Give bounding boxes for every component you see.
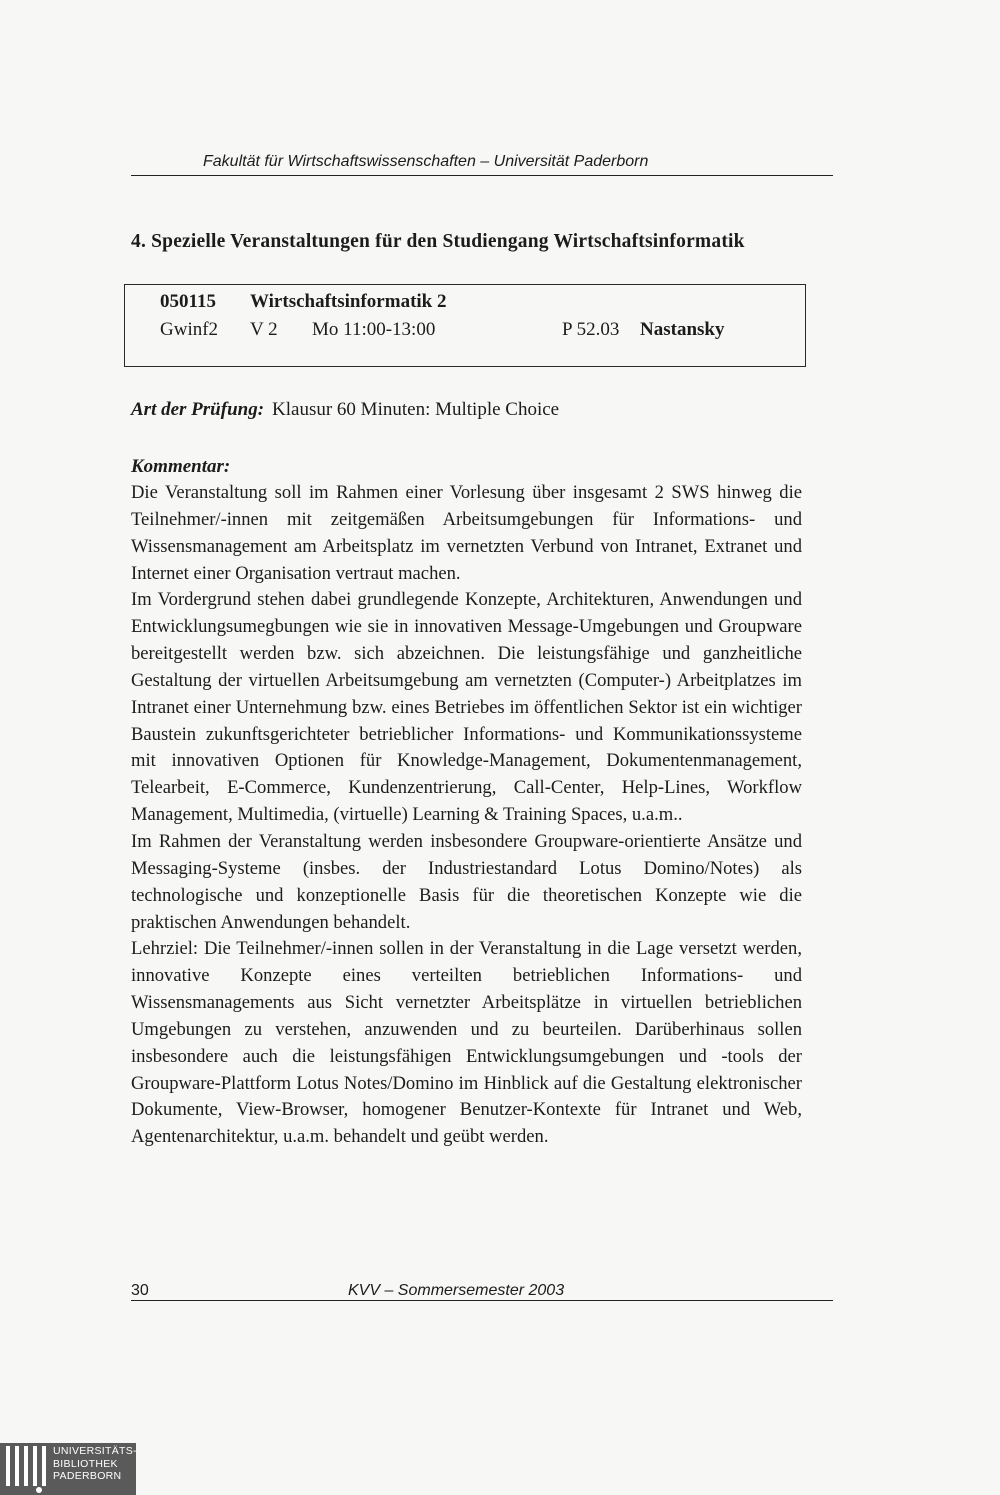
comment-paragraph: Im Vordergrund stehen dabei grundlegende Konzepte, Architekturen, Anwendungen und Entwicklungsumegbungen wie sie in innovativen Message-Umgebungen und Groupware bereitgestellt werden bzw. sich abzeichnen. Die leistungsfähige und ganzheitliche Gestaltung der virtuellen Arbeitsumgebung am vernetzten (Computer-) Arbeitplatzes im Intranet einer Unternehmung bzw. eines Betriebes im öffentlichen Sektor ist ein wichtiger Baustein zukunftsgerichteter betrieblicher Informations- und Kommunikationssysteme mit innovativen Optionen für Knowledge-Management, Dokumentenmanagement, Telearbeit, E-Commerce, Kundenzentrierung, Call-Center, Help-Lines, Workflow Management, Multimedia, (virtuelle) Learning & Training Spaces, u.a.m..	[131, 589, 802, 826]
course-schedule: Mo 11:00-13:00	[312, 319, 436, 340]
logo-bar-icon	[24, 1446, 28, 1486]
comment-body	[131, 480, 802, 1151]
library-logo-text	[53, 1445, 137, 1483]
comment-paragraph: Im Rahmen der Veranstaltung werden insbesondere Groupware-orientierte Ansätze und Messaging-Systeme (insbes. der Industriestandard Lotus Domino/Notes) als technologische und konzeptionelle Basis für die theoretischen Konzepte wie die praktischen Anwendungen behandelt.	[131, 830, 802, 933]
exam-type	[131, 396, 559, 424]
comment-paragraph: Die Veranstaltung soll im Rahmen einer Vorlesung über insgesamt 2 SWS hinweg die Teilnehmer/-innen mit zeitgemäßen Arbeitsumgebungen für Informations- und Wissensmanagement am Arbeitsplatz im vernetzten Verbund von Intranet, Extranet und Internet einer Organisation vertraut machen.	[131, 482, 802, 584]
page-footer	[131, 1281, 833, 1301]
page-number: 30	[131, 1282, 149, 1299]
course-lecturer: Nastansky	[640, 319, 725, 340]
running-header-title: Fakultät für Wirtschaftswissenschaften – Universität Paderborn	[203, 153, 649, 170]
library-logo-line: UNIVERSITÄTS-	[53, 1445, 137, 1457]
library-logo-line: PADERBORN	[53, 1470, 122, 1482]
course-number: 050115	[160, 291, 216, 312]
exam-type-label: Art der Prüfung:	[131, 399, 265, 420]
logo-dot-icon	[36, 1487, 42, 1493]
logo-bar-icon	[15, 1446, 19, 1486]
footer-title: KVV – Sommersemester 2003	[348, 1282, 565, 1299]
section-title: 4. Spezielle Veranstaltungen für den Studiengang Wirtschaftsinformatik	[131, 231, 745, 252]
comment-paragraph: Lehrziel: Die Teilnehmer/-innen sollen in der Veranstaltung in die Lage versetzt werden, innovative Konzepte eines verteilten betrieblichen Informations- und Wissensmanagements aus Sicht vernetzter Arbeitsplätze in virtuellen betrieblichen Umgebungen zu verstehen, anzuwenden und zu beurteilen. Darüberhinaus sollen insbesondere auch die leistungsfähigen Entwicklungsumgebungen und -tools der Groupware-Plattform Lotus Notes/Domino im Hinblick auf die Gestaltung elektronischer Dokumente, View-Browser, homogener Benutzer-Kontexte für Intranet und Web, Agentenarchitektur, u.a.m. behandelt und geübt werden.	[131, 938, 802, 1148]
logo-bar-icon	[42, 1446, 46, 1486]
course-code: Gwinf2	[160, 319, 219, 340]
logo-bar-icon	[33, 1446, 37, 1486]
exam-type-value: Klausur 60 Minuten: Multiple Choice	[272, 399, 560, 420]
course-info-box	[124, 284, 806, 367]
course-room: P 52.03	[562, 319, 620, 340]
comment-heading: Kommentar:	[131, 456, 231, 477]
course-name: Wirtschaftsinformatik 2	[250, 291, 447, 312]
library-logo	[0, 1443, 136, 1495]
course-type: V 2	[250, 319, 278, 340]
running-header	[131, 150, 833, 176]
logo-bar-icon	[6, 1446, 10, 1486]
library-logo-line: BIBLIOTHEK	[53, 1457, 118, 1470]
